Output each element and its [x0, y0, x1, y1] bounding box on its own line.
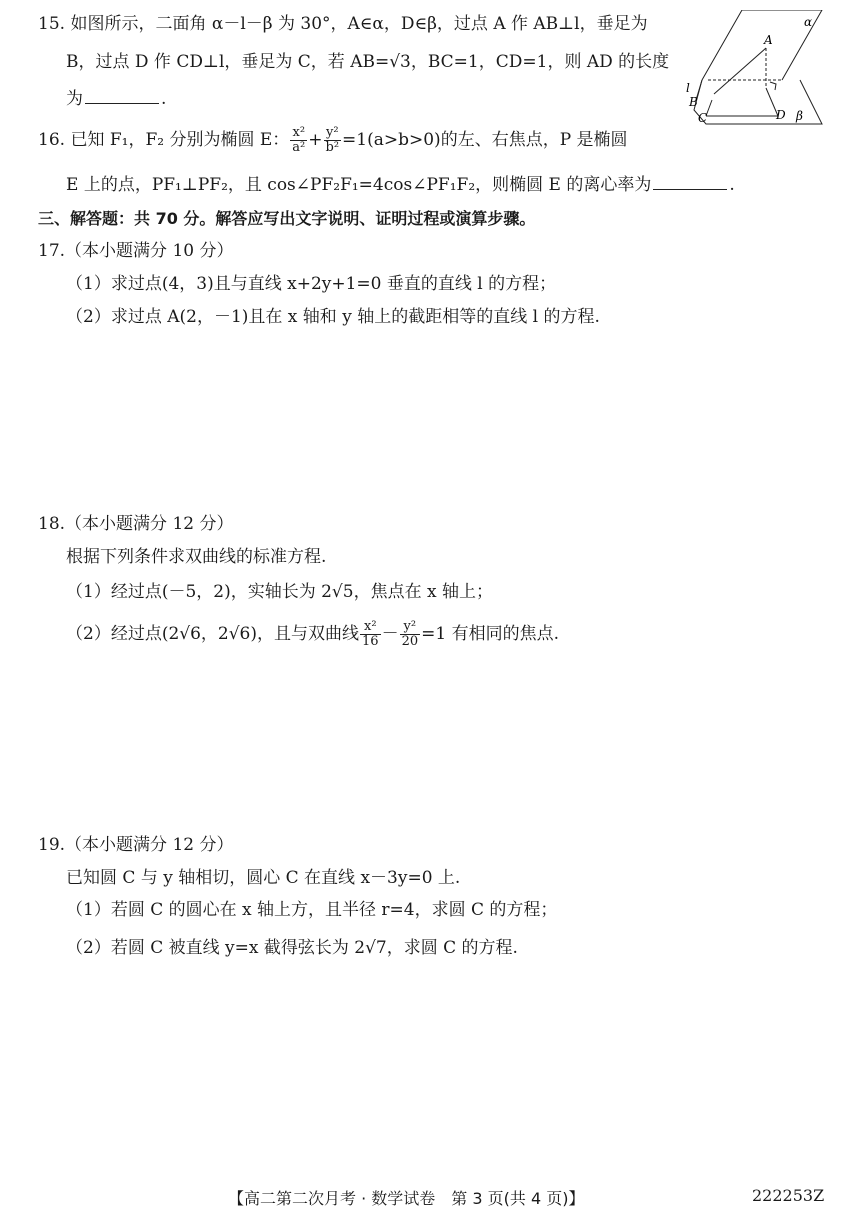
frac-numerator: x² — [290, 126, 307, 141]
frac-denominator: b² — [325, 140, 340, 155]
q16-fraction-x — [290, 126, 307, 155]
q16-line2 — [66, 174, 735, 196]
q19-title: 19.（本小题满分 12 分） — [38, 835, 234, 855]
q17-title: 17.（本小题满分 10 分） — [38, 241, 234, 261]
q18-fraction-y — [400, 620, 421, 649]
q18-part2 — [66, 620, 559, 649]
q16-fraction-y — [324, 126, 342, 155]
q15-line2: B，过点 D 作 CD⊥l，垂足为 C，若 AB=√3，BC=1，CD=1，则 AD 的长度 — [66, 52, 670, 72]
q17-part2: （2）求过点 A(2，－1)且在 x 轴和 y 轴上的截距相等的直线 l 的方程. — [66, 307, 600, 327]
q19-intro: 已知圆 C 与 y 轴相切，圆心 C 在直线 x－3y=0 上. — [66, 868, 461, 888]
q15-answer-blank — [85, 89, 159, 104]
q16-line2-text: E 上的点，PF₁⊥PF₂，且 cos∠PF₂F₁=4cos∠PF₁F₂，则椭圆 E 的离心率为 — [66, 175, 652, 195]
q18-intro: 根据下列条件求双曲线的标准方程. — [66, 547, 327, 567]
q15-line1: 15. 如图所示，二面角 α－l－β 为 30°，A∈α，D∈β，过点 A 作 AB⊥l，垂足为 — [38, 14, 648, 34]
label-alpha: α — [804, 15, 813, 29]
q15-line3 — [66, 88, 166, 110]
label-B: B — [689, 95, 698, 109]
frac-denominator: 16 — [362, 634, 379, 649]
q18-title: 18.（本小题满分 12 分） — [38, 514, 234, 534]
q19-part2: （2）若圆 C 被直线 y=x 截得弦长为 2√7，求圆 C 的方程. — [66, 938, 518, 958]
dihedral-angle-figure — [676, 10, 826, 128]
label-C: C — [698, 111, 708, 125]
q18-part2-prefix: （2）经过点(2√6，2√6)，且与双曲线 — [66, 624, 360, 644]
frac-numerator: x² — [360, 620, 381, 635]
label-l: l — [686, 81, 690, 95]
q16-prefix: 16. 已知 F₁，F₂ 分别为椭圆 E： — [38, 130, 290, 150]
q18-part1: （1）经过点(－5，2)，实轴长为 2√5，焦点在 x 轴上； — [66, 582, 493, 602]
minus-sign: － — [381, 624, 399, 644]
label-D: D — [776, 108, 786, 122]
page-footer: 【高二第二次月考 · 数学试卷 第 3 页(共 4 页)】 — [228, 1189, 585, 1208]
section-3-heading: 三、解答题：共 70 分。解答应写出文字说明、证明过程或演算步骤。 — [38, 209, 536, 228]
q15-answer-prefix: 为 — [66, 89, 83, 109]
q16-line1 — [38, 126, 628, 155]
q18-fraction-x — [360, 620, 381, 649]
label-beta: β — [796, 109, 803, 123]
frac-numerator: y² — [324, 126, 342, 141]
q16-suffix: =1(a>b>0)的左、右焦点，P 是椭圆 — [342, 130, 628, 150]
frac-denominator: 20 — [401, 634, 419, 649]
frac-numerator: y² — [400, 620, 421, 635]
q19-part1: （1）若圆 C 的圆心在 x 轴上方，且半径 r=4，求圆 C 的方程； — [66, 900, 558, 920]
q17-part1: （1）求过点(4，3)且与直线 x+2y+1=0 垂直的直线 l 的方程； — [66, 274, 557, 294]
q18-part2-suffix: =1 有相同的焦点. — [421, 624, 559, 644]
plus-sign: + — [308, 130, 323, 150]
q15-answer-suffix: . — [161, 89, 167, 109]
q16-line2-suffix: . — [729, 175, 735, 195]
frac-denominator: a² — [292, 140, 306, 155]
label-A: A — [764, 33, 773, 47]
q16-answer-blank — [653, 175, 727, 190]
exam-code: 222253Z — [752, 1186, 825, 1205]
